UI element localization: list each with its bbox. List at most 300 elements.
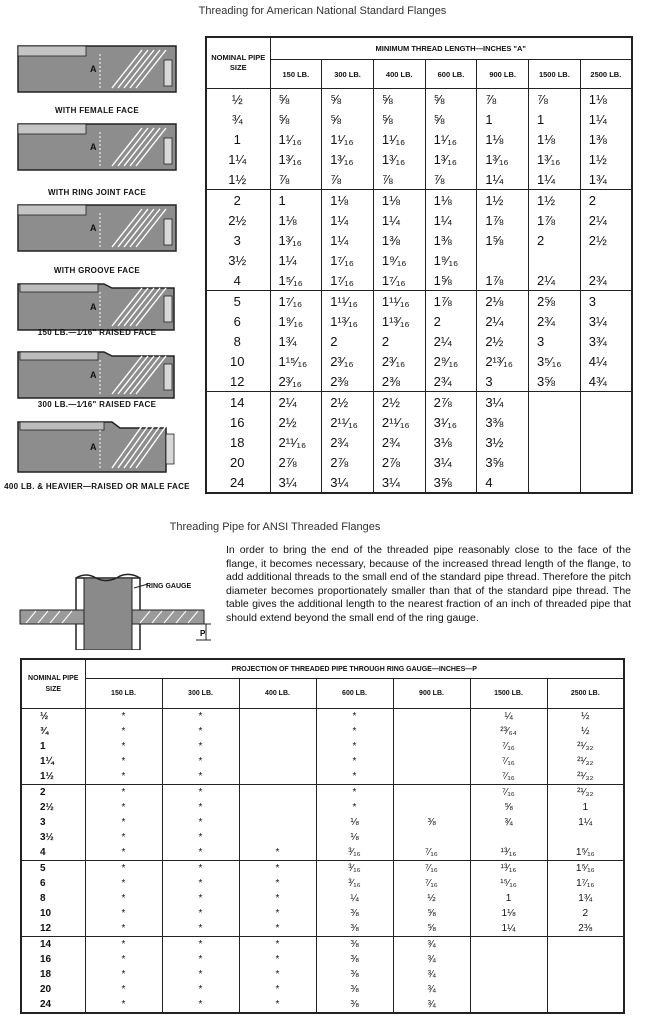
- value-cell: ⁷⁄₁₆: [393, 876, 470, 891]
- value-cell: [393, 754, 470, 769]
- value-cell: 1⁵⁄₁₆: [270, 270, 322, 291]
- value-cell: ½: [547, 709, 624, 725]
- pipe-size-cell: 8: [206, 331, 270, 351]
- value-cell: *: [85, 921, 162, 937]
- pipe-size-cell: ½: [21, 709, 85, 725]
- nominal-size-header: NOMINAL PIPE SIZE: [206, 37, 270, 89]
- value-cell: *: [162, 967, 239, 982]
- thread-length-table: [205, 36, 633, 494]
- value-cell: 1⁹⁄₁₆: [425, 250, 477, 270]
- column-header: 1500 LB.: [529, 60, 581, 89]
- value-cell: [393, 739, 470, 754]
- table-row: [21, 906, 624, 921]
- column-header: 400 LB.: [373, 60, 425, 89]
- pipe-size-cell: 6: [21, 876, 85, 891]
- figure-label: WITH GROOVE FACE: [53, 266, 141, 275]
- value-cell: ⅝: [425, 89, 477, 110]
- value-cell: *: [162, 830, 239, 845]
- value-cell: *: [85, 815, 162, 830]
- table-row: [206, 432, 632, 452]
- value-cell: [580, 472, 632, 493]
- value-cell: ⅞: [373, 169, 425, 190]
- value-cell: *: [85, 800, 162, 815]
- value-cell: 1¼: [373, 210, 425, 230]
- value-cell: ¾: [470, 815, 547, 830]
- value-cell: [393, 785, 470, 801]
- value-cell: *: [162, 891, 239, 906]
- value-cell: ⅜: [316, 997, 393, 1013]
- value-cell: *: [239, 982, 316, 997]
- pipe-size-cell: 6: [206, 311, 270, 331]
- value-cell: 1⁷⁄₁₆: [547, 876, 624, 891]
- value-cell: [239, 709, 316, 725]
- value-cell: 2¼: [529, 270, 581, 291]
- value-cell: ⅜: [316, 921, 393, 937]
- value-cell: ³⁄₁₆: [316, 876, 393, 891]
- value-cell: ⁷⁄₁₆: [470, 769, 547, 785]
- value-cell: ⅝: [270, 109, 322, 129]
- value-cell: [393, 709, 470, 725]
- value-cell: 2³⁄₁₆: [373, 351, 425, 371]
- value-cell: 1¼: [470, 921, 547, 937]
- column-header: 1500 LB.: [470, 679, 547, 709]
- value-cell: 1³⁄₁₆: [270, 149, 322, 169]
- value-cell: *: [162, 754, 239, 769]
- svg-text:A: A: [90, 302, 97, 312]
- value-cell: 1¹³⁄₁₆: [373, 311, 425, 331]
- pipe-size-cell: 10: [21, 906, 85, 921]
- value-cell: 3: [529, 331, 581, 351]
- value-cell: *: [85, 906, 162, 921]
- value-cell: 1¼: [547, 815, 624, 830]
- value-cell: *: [162, 997, 239, 1013]
- pipe-size-cell: 16: [21, 952, 85, 967]
- column-header: 900 LB.: [393, 679, 470, 709]
- table-row: [21, 876, 624, 891]
- value-cell: *: [85, 724, 162, 739]
- pipe-size-cell: 2½: [21, 800, 85, 815]
- value-cell: 1⅛: [580, 89, 632, 110]
- value-cell: 2¹¹⁄₁₆: [270, 432, 322, 452]
- value-cell: ⅝: [393, 921, 470, 937]
- value-cell: 2⅜: [547, 921, 624, 937]
- value-cell: [239, 800, 316, 815]
- value-cell: *: [316, 769, 393, 785]
- value-cell: 1³⁄₁₆: [373, 149, 425, 169]
- value-cell: 1⁹⁄₁₆: [373, 250, 425, 270]
- pipe-size-cell: 1: [206, 129, 270, 149]
- value-cell: *: [162, 876, 239, 891]
- value-cell: 3½: [477, 432, 529, 452]
- value-cell: ⅞: [425, 169, 477, 190]
- value-cell: 1⁷⁄₁₆: [322, 270, 374, 291]
- value-cell: 2⅞: [270, 452, 322, 472]
- value-cell: ¹⁵⁄₁₆: [470, 876, 547, 891]
- table-row: [206, 149, 632, 169]
- pipe-size-cell: 10: [206, 351, 270, 371]
- figure-label: 300 LB.—1⁄16" RAISED FACE: [37, 400, 157, 409]
- value-cell: [580, 432, 632, 452]
- value-cell: 2¼: [425, 331, 477, 351]
- table-row: [206, 89, 632, 110]
- value-cell: *: [85, 876, 162, 891]
- value-cell: 1⁵⁄₁₆: [547, 845, 624, 861]
- figure-label: WITH FEMALE FACE: [55, 106, 139, 115]
- table-row: [206, 169, 632, 190]
- value-cell: *: [162, 906, 239, 921]
- value-cell: 1³⁄₁₆: [270, 230, 322, 250]
- column-header: 400 LB.: [239, 679, 316, 709]
- value-cell: [529, 472, 581, 493]
- value-cell: [580, 452, 632, 472]
- pipe-size-cell: ¾: [21, 724, 85, 739]
- table-row: [21, 769, 624, 785]
- value-cell: *: [316, 785, 393, 801]
- value-cell: 1¾: [270, 331, 322, 351]
- table-row: [206, 392, 632, 413]
- value-cell: 2¾: [580, 270, 632, 291]
- groove-face-flange-diagram: [16, 203, 186, 257]
- pipe-size-cell: 1¼: [21, 754, 85, 769]
- value-cell: 1⅜: [580, 129, 632, 149]
- pipe-size-cell: 18: [21, 967, 85, 982]
- value-cell: ⅜: [316, 982, 393, 997]
- value-cell: *: [162, 769, 239, 785]
- value-cell: [547, 982, 624, 997]
- pipe-size-cell: 2: [21, 785, 85, 801]
- value-cell: 3⅝: [425, 472, 477, 493]
- pipe-size-cell: 24: [206, 472, 270, 493]
- value-cell: [580, 392, 632, 413]
- value-cell: ⅞: [270, 169, 322, 190]
- value-cell: 1⅛: [373, 190, 425, 211]
- value-cell: 2³⁄₁₆: [322, 351, 374, 371]
- value-cell: ⁷⁄₁₆: [393, 845, 470, 861]
- value-cell: 1⅜: [373, 230, 425, 250]
- value-cell: [239, 830, 316, 845]
- value-cell: *: [162, 800, 239, 815]
- value-cell: [239, 739, 316, 754]
- value-cell: *: [162, 921, 239, 937]
- value-cell: ⅞: [529, 89, 581, 110]
- value-cell: ⅜: [393, 815, 470, 830]
- pipe-size-cell: ½: [206, 89, 270, 110]
- table-row: [206, 129, 632, 149]
- table-row: [21, 952, 624, 967]
- value-cell: 3¼: [425, 452, 477, 472]
- table-row: [206, 210, 632, 230]
- value-cell: *: [85, 937, 162, 953]
- pipe-size-cell: 5: [21, 861, 85, 877]
- table-row: [206, 412, 632, 432]
- value-cell: [529, 412, 581, 432]
- table-row: [21, 830, 624, 845]
- column-header: 900 LB.: [477, 60, 529, 89]
- value-cell: 1⅛: [425, 190, 477, 211]
- value-cell: 1¹⁄₁₆: [373, 129, 425, 149]
- value-cell: 1½: [529, 190, 581, 211]
- value-cell: 2: [322, 331, 374, 351]
- table-row: [21, 997, 624, 1013]
- value-cell: 3¼: [270, 472, 322, 493]
- table-row: [21, 891, 624, 906]
- value-cell: 1⅞: [477, 210, 529, 230]
- table-row: [206, 109, 632, 129]
- value-cell: *: [85, 785, 162, 801]
- value-cell: 2⅜: [322, 371, 374, 392]
- value-cell: *: [316, 800, 393, 815]
- female-face-flange-diagram: [16, 44, 186, 98]
- value-cell: [470, 937, 547, 953]
- value-cell: *: [85, 754, 162, 769]
- value-cell: 1¹⁄₁₆: [425, 129, 477, 149]
- table-row: [206, 250, 632, 270]
- raised-face-flange-diagram: [16, 350, 186, 404]
- value-cell: 1¼: [322, 230, 374, 250]
- value-cell: *: [85, 769, 162, 785]
- pipe-size-cell: 1¼: [206, 149, 270, 169]
- value-cell: ⅝: [373, 109, 425, 129]
- figure-label: WITH RING JOINT FACE: [48, 188, 146, 197]
- value-cell: 3⅝: [477, 452, 529, 472]
- nominal-size-header: NOMINAL PIPE SIZE: [21, 659, 85, 709]
- table-row: [21, 937, 624, 953]
- value-cell: 3¼: [322, 472, 374, 493]
- value-cell: 2½: [322, 392, 374, 413]
- column-header: 2500 LB.: [580, 60, 632, 89]
- table-row: [206, 311, 632, 331]
- value-cell: 4¾: [580, 371, 632, 392]
- value-cell: 1: [477, 109, 529, 129]
- value-cell: [477, 250, 529, 270]
- value-cell: 2¼: [580, 210, 632, 230]
- value-cell: 1¹¹⁄₁₆: [322, 291, 374, 312]
- value-cell: 1¼: [477, 169, 529, 190]
- value-cell: 1: [470, 891, 547, 906]
- pipe-size-cell: 8: [21, 891, 85, 906]
- figure-label: 150 LB.—1⁄16" RAISED FACE: [37, 328, 157, 337]
- ring-gauge-diagram: [16, 570, 216, 650]
- value-cell: 3: [580, 291, 632, 312]
- table-row: [21, 982, 624, 997]
- value-cell: 3: [477, 371, 529, 392]
- pipe-size-cell: 18: [206, 432, 270, 452]
- value-cell: 1½: [477, 190, 529, 211]
- table-row: [206, 452, 632, 472]
- pipe-size-cell: 2½: [206, 210, 270, 230]
- value-cell: ¼: [316, 891, 393, 906]
- value-cell: [529, 452, 581, 472]
- svg-text:A: A: [90, 142, 97, 152]
- pipe-size-cell: 1½: [21, 769, 85, 785]
- pipe-size-cell: 4: [206, 270, 270, 291]
- value-cell: 1³⁄₁₆: [477, 149, 529, 169]
- value-cell: 3⅛: [425, 432, 477, 452]
- value-cell: 3¹⁄₁₆: [425, 412, 477, 432]
- value-cell: 4: [477, 472, 529, 493]
- thread-length-group-header: MINIMUM THREAD LENGTH—INCHES "A": [270, 37, 632, 60]
- value-cell: 1¾: [580, 169, 632, 190]
- value-cell: ⅝: [470, 800, 547, 815]
- value-cell: 1½: [580, 149, 632, 169]
- value-cell: *: [85, 830, 162, 845]
- value-cell: 4¼: [580, 351, 632, 371]
- value-cell: 1³⁄₁₆: [529, 149, 581, 169]
- value-cell: 1¼: [270, 250, 322, 270]
- value-cell: 1⅛: [270, 210, 322, 230]
- value-cell: ⁷⁄₁₆: [470, 739, 547, 754]
- table-row: [21, 800, 624, 815]
- value-cell: 2¾: [373, 432, 425, 452]
- value-cell: 2⅞: [373, 452, 425, 472]
- ring-joint-flange-diagram: [16, 122, 186, 176]
- pipe-size-cell: ¾: [206, 109, 270, 129]
- value-cell: [547, 830, 624, 845]
- value-cell: ⅝: [322, 89, 374, 110]
- value-cell: ²¹⁄₃₂: [547, 754, 624, 769]
- value-cell: 2½: [270, 412, 322, 432]
- value-cell: ¼: [470, 709, 547, 725]
- value-cell: 1⁷⁄₁₆: [373, 270, 425, 291]
- value-cell: ⅛: [316, 830, 393, 845]
- column-header: 600 LB.: [316, 679, 393, 709]
- value-cell: 3¾: [580, 331, 632, 351]
- table-row: [21, 754, 624, 769]
- value-cell: [393, 724, 470, 739]
- value-cell: *: [239, 861, 316, 877]
- value-cell: [580, 250, 632, 270]
- value-cell: 1: [270, 190, 322, 211]
- value-cell: *: [239, 952, 316, 967]
- value-cell: 2⅛: [477, 291, 529, 312]
- value-cell: ⅝: [373, 89, 425, 110]
- pipe-size-cell: 24: [21, 997, 85, 1013]
- pipe-size-cell: 4: [21, 845, 85, 861]
- value-cell: 1¹⁄₁₆: [270, 129, 322, 149]
- value-cell: *: [162, 785, 239, 801]
- table-row: [206, 472, 632, 493]
- pipe-size-cell: 14: [21, 937, 85, 953]
- table-row: [206, 331, 632, 351]
- value-cell: ⅝: [270, 89, 322, 110]
- pipe-size-cell: 1½: [206, 169, 270, 190]
- value-cell: 2¾: [425, 371, 477, 392]
- value-cell: ⅝: [322, 109, 374, 129]
- value-cell: ²³⁄₆₄: [470, 724, 547, 739]
- value-cell: *: [85, 845, 162, 861]
- value-cell: *: [162, 709, 239, 725]
- value-cell: [529, 392, 581, 413]
- value-cell: ⅞: [322, 169, 374, 190]
- value-cell: 2¾: [322, 432, 374, 452]
- table-row: [206, 291, 632, 312]
- value-cell: 1⅛: [322, 190, 374, 211]
- value-cell: *: [162, 845, 239, 861]
- value-cell: *: [239, 937, 316, 953]
- value-cell: 1¼: [322, 210, 374, 230]
- p-marker: P: [200, 629, 206, 638]
- value-cell: 3⅝: [529, 371, 581, 392]
- pipe-size-cell: 12: [206, 371, 270, 392]
- projection-group-header: PROJECTION OF THREADED PIPE THROUGH RING GAUGE—INCHES—P: [85, 659, 624, 679]
- value-cell: ¾: [393, 967, 470, 982]
- value-cell: *: [316, 739, 393, 754]
- value-cell: ½: [393, 891, 470, 906]
- value-cell: 2½: [580, 230, 632, 250]
- value-cell: 1⁵⁄₁₆: [547, 861, 624, 877]
- pipe-size-cell: 3: [21, 815, 85, 830]
- value-cell: 2¼: [270, 392, 322, 413]
- svg-text:A: A: [90, 442, 97, 452]
- value-cell: *: [316, 709, 393, 725]
- table-row: [21, 921, 624, 937]
- value-cell: 2: [425, 311, 477, 331]
- value-cell: *: [239, 876, 316, 891]
- value-cell: ⅜: [316, 906, 393, 921]
- value-cell: *: [162, 952, 239, 967]
- value-cell: *: [85, 967, 162, 982]
- explanation-paragraph: In order to bring the end of the threaded pipe reasonably close to the face of the flange, it becomes necessary, because of the increased thread length of the flange, to add additional threads to the small end of the standard pipe thread. Therefore the pitch diameter becomes proportionately smaller than that of the standard pipe thread. The table gives the additional length to the nearest fraction of an inch of threaded pipe that should extend beyond the small end of the ring gauge.: [226, 544, 631, 624]
- value-cell: [470, 967, 547, 982]
- value-cell: [393, 800, 470, 815]
- value-cell: *: [239, 997, 316, 1013]
- table-row: [21, 845, 624, 861]
- value-cell: 2⁹⁄₁₆: [425, 351, 477, 371]
- value-cell: [239, 785, 316, 801]
- pipe-size-cell: 20: [206, 452, 270, 472]
- svg-text:A: A: [90, 223, 97, 233]
- column-header: 600 LB.: [425, 60, 477, 89]
- value-cell: 3⅜: [477, 412, 529, 432]
- table-row: [206, 371, 632, 392]
- figure-label: 400 LB. & HEAVIER—RAISED OR MALE FACE: [4, 482, 190, 491]
- value-cell: 1⁷⁄₁₆: [270, 291, 322, 312]
- table-row: [21, 709, 624, 725]
- column-header: 150 LB.: [270, 60, 322, 89]
- pipe-size-cell: 14: [206, 392, 270, 413]
- column-header: 2500 LB.: [547, 679, 624, 709]
- value-cell: 2: [529, 230, 581, 250]
- value-cell: *: [162, 937, 239, 953]
- svg-text:A: A: [90, 370, 97, 380]
- value-cell: 2: [373, 331, 425, 351]
- column-header: 300 LB.: [162, 679, 239, 709]
- value-cell: 1⅞: [529, 210, 581, 230]
- value-cell: 2¹¹⁄₁₆: [373, 412, 425, 432]
- pipe-size-cell: 3½: [21, 830, 85, 845]
- pipe-size-cell: 1: [21, 739, 85, 754]
- value-cell: 1⅝: [425, 270, 477, 291]
- value-cell: ½: [547, 724, 624, 739]
- value-cell: *: [239, 906, 316, 921]
- value-cell: 1⅛: [529, 129, 581, 149]
- table-row: [21, 739, 624, 754]
- value-cell: 3¼: [580, 311, 632, 331]
- value-cell: *: [316, 754, 393, 769]
- value-cell: *: [162, 739, 239, 754]
- value-cell: *: [239, 845, 316, 861]
- pipe-size-cell: 2: [206, 190, 270, 211]
- value-cell: 2¾: [529, 311, 581, 331]
- table-row: [21, 815, 624, 830]
- value-cell: *: [162, 982, 239, 997]
- value-cell: 1⁹⁄₁₆: [270, 311, 322, 331]
- table-row: [206, 351, 632, 371]
- value-cell: ⁷⁄₁₆: [470, 785, 547, 801]
- value-cell: 1¹³⁄₁₆: [322, 311, 374, 331]
- value-cell: 2½: [477, 331, 529, 351]
- value-cell: 3¼: [477, 392, 529, 413]
